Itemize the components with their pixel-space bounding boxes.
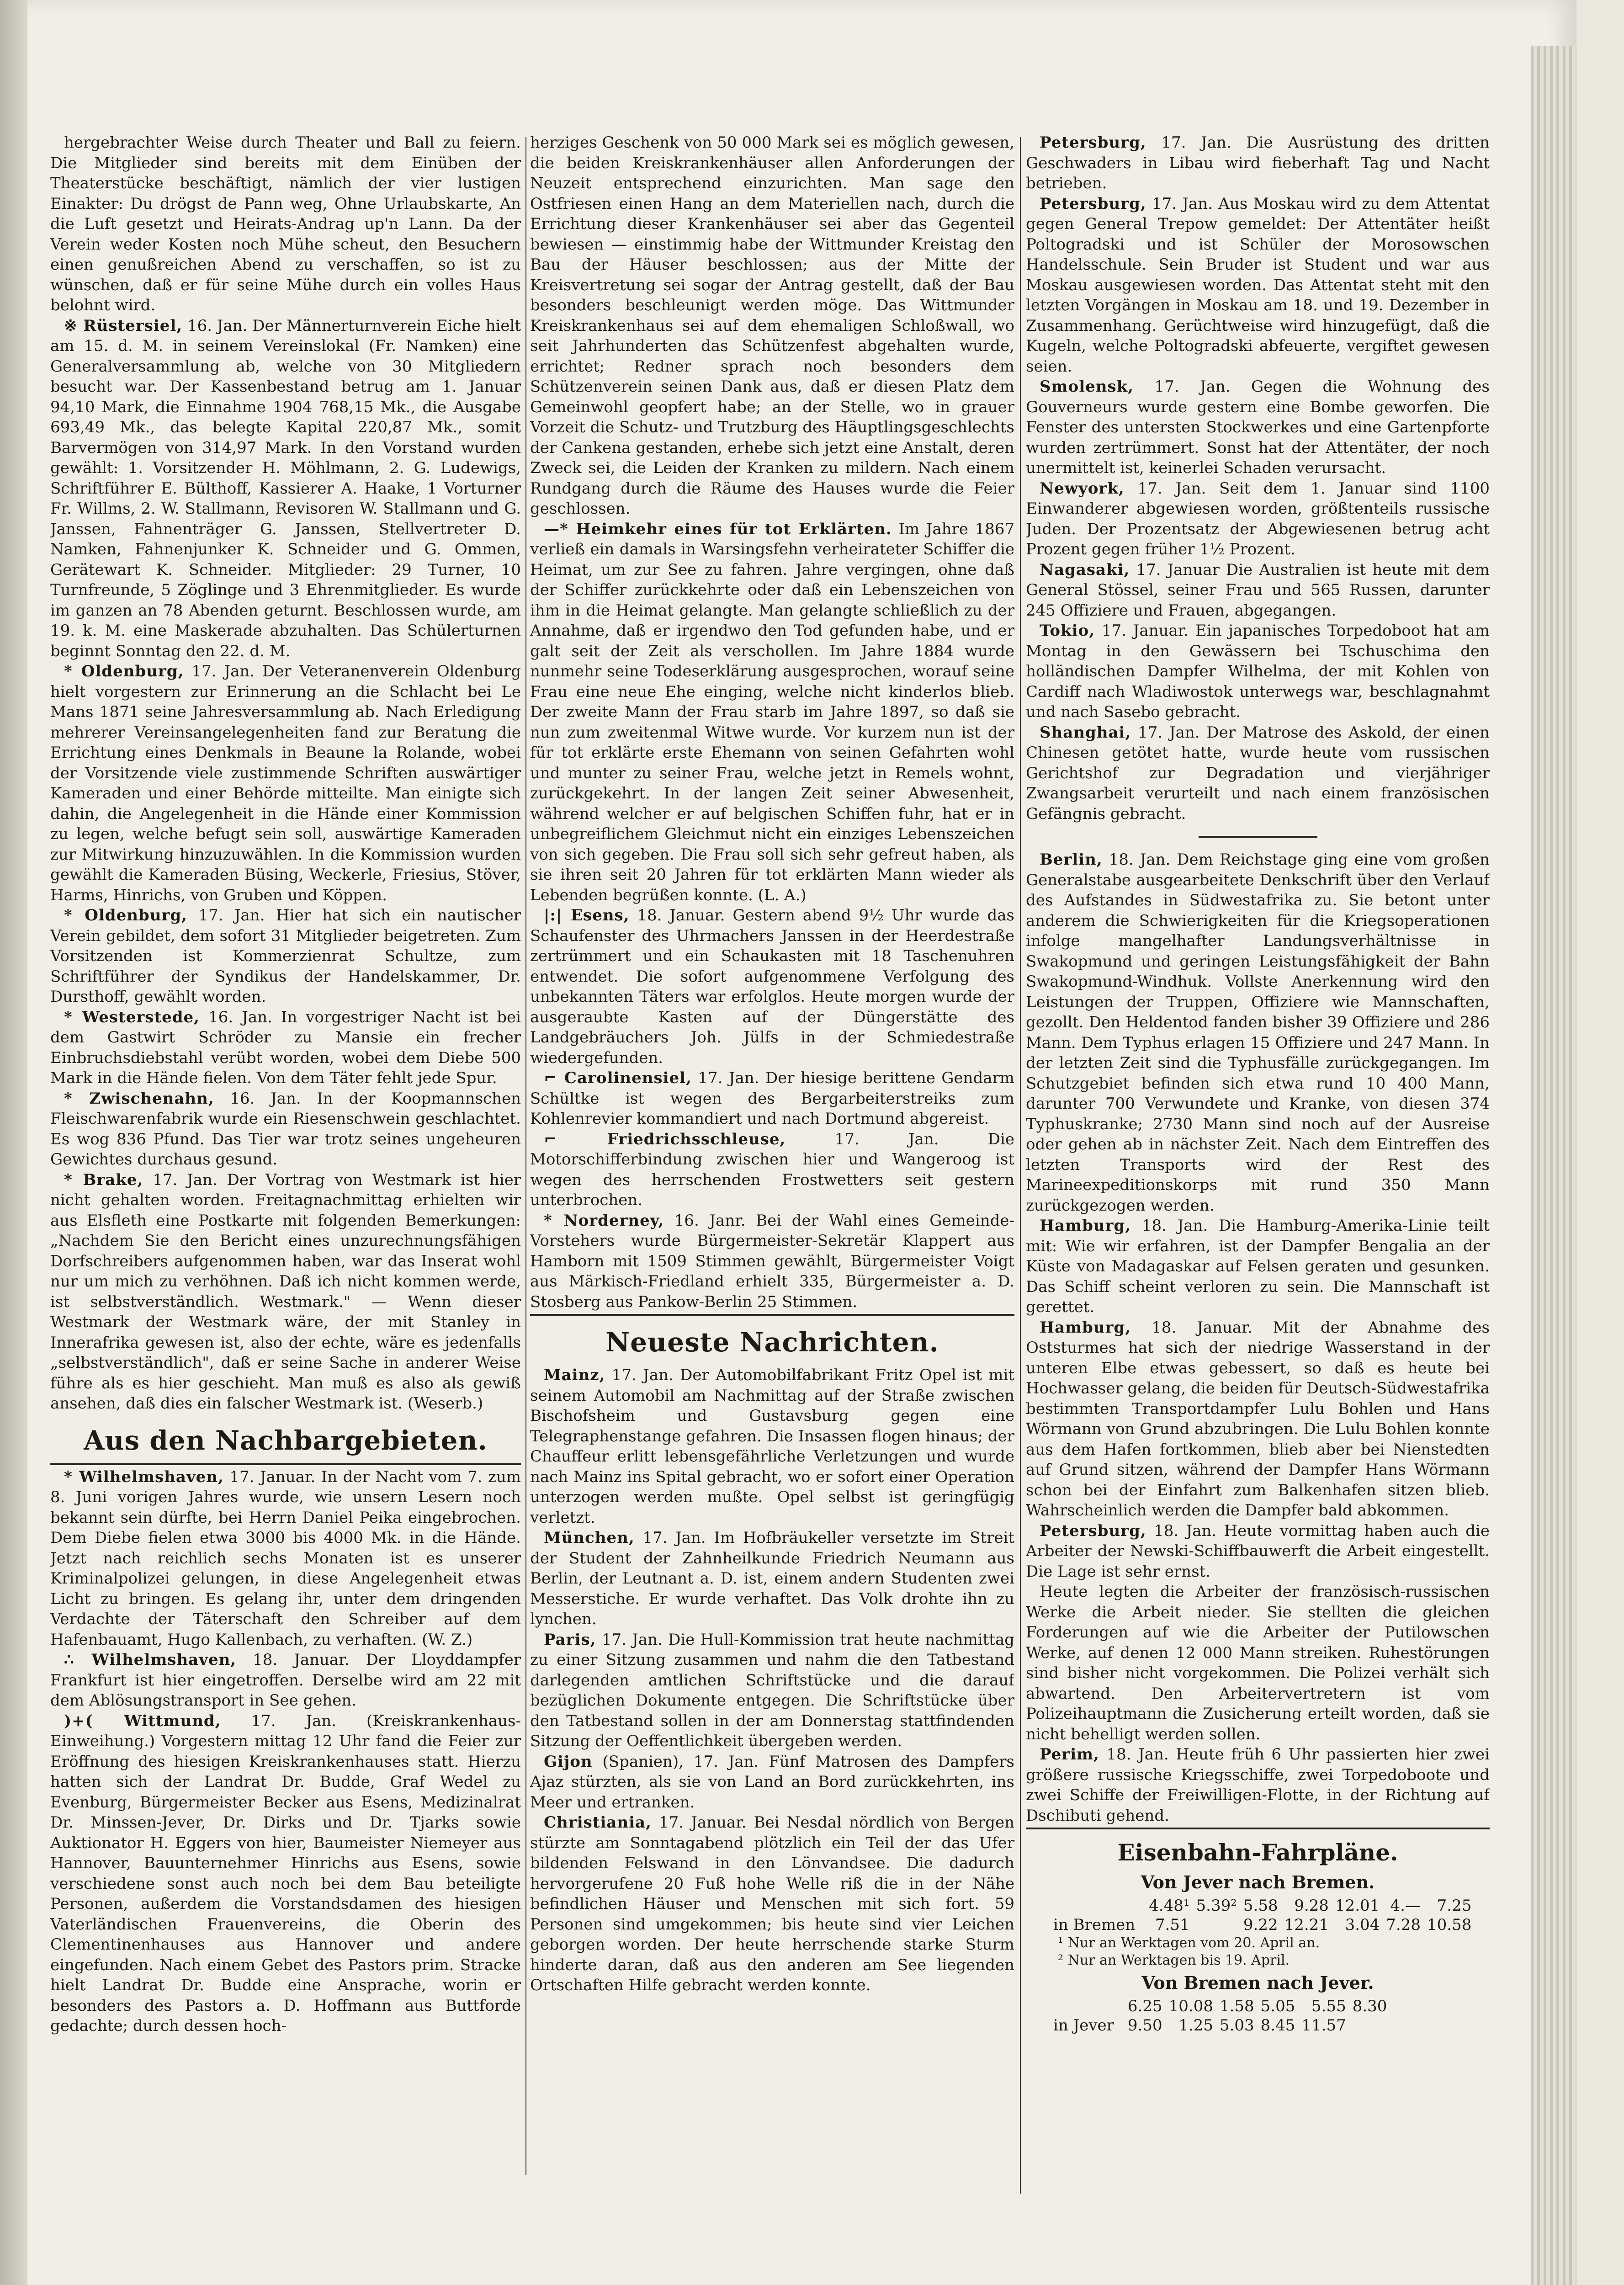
article <box>530 905 1014 1068</box>
timetable-cell: 9.50 <box>1127 2016 1162 2035</box>
article <box>530 1129 1014 1211</box>
timetable-cell: 7.51 <box>1155 1916 1190 1934</box>
article-text: 18. Jan. Die Hamburg-Amerika-Linie teilt mit: Wie wir erfahren, ist der Dampfer Bengalia an der Küste von Madagaskar auf Felsen geraten und gesunken. Das Schiff scheint verloren zu sein. Die Mannschaft ist gerettet. <box>1026 1217 1490 1316</box>
dateline-place: ※ Rüstersiel, <box>64 316 183 335</box>
dateline-place: * Zwischenahn, <box>64 1089 214 1108</box>
article <box>50 1467 521 1650</box>
section-divider <box>530 1314 1014 1316</box>
page-edge <box>1531 46 1576 2285</box>
timetable-cell: in Bremen <box>1053 1916 1136 1934</box>
article <box>1026 1216 1490 1318</box>
timetable-cell: 5.39² <box>1196 1897 1237 1915</box>
article-text: (Spanien), 17. Jan. Fünf Matrosen des Dampfers Ajaz stürzten, als sie von Land an Bord zurückkehrten, ins Meer und ertranken. <box>530 1752 1014 1812</box>
timetable-row <box>1053 2016 1393 2035</box>
timetable-cell: 7.25 <box>1437 1897 1472 1915</box>
column-3 <box>1026 133 1490 2285</box>
timetable-row <box>1053 1896 1478 1915</box>
dateline-place: * Oldenburg, <box>64 662 184 680</box>
article-text: 17. Januar. Bei Nesdal nördlich von Bergen stürzte am Sonntagabend plötzlich ein Teil der das Ufer bildenden Felswand in den Lönvandsee. Die dadurch hervorgerufene 20 Fuß hohe Welle riß die in der Nähe befindlichen Häuser und Menschen mit sich fort. 59 Personen sind umgekommen; bis heute sind vier Leichen geborgen worden. Der heute herrschende starke Sturm hinderte daran, daß aus den anderen am See liegenden Ortschaften Hilfe gebracht werden konnte. <box>530 1813 1014 1994</box>
timetable-cell: 12.01 <box>1335 1897 1380 1915</box>
dateline-place: * Wilhelmshaven, <box>64 1467 224 1486</box>
article <box>1026 1521 1490 1582</box>
timetable-route-title: Von Jever nach Bremen. <box>1141 1872 1375 1892</box>
column-rule-1 <box>525 137 526 2175</box>
dateline-place: * Oldenburg, <box>64 906 187 925</box>
article <box>530 1068 1014 1129</box>
article-text: 18. Jan. Heute früh 6 Uhr passierten hier zwei größere russische Kriegsschiffe, zwei Torpedoboote und zwei Schiffe der Freiwilligen-Flotte, in der Richtung auf Dschibuti gehend. <box>1026 1745 1490 1825</box>
timetable-cell: 4.— <box>1390 1897 1421 1915</box>
timetable-route2 <box>1053 1997 1393 2035</box>
article <box>530 1812 1014 1996</box>
article-text: Heute legten die Arbeiter der französisch-russischen Werke die Arbeit nieder. Sie stellten die gleichen Forderungen auf wie die Arbeiter der Putilowschen Werke, auf denen 12 000 Mann streiken. Ruhestörungen sind bisher nicht vorgekommen. Die Polizei verhält sich abwartend. Den Arbeitervertretern ist vom Polizeihauptmann die Zusicherung erteilt worden, daß sie nicht behelligt werden sollen. <box>1026 1583 1490 1743</box>
timetable-footnote: ² Nur an Werktagen bis 19. April. <box>1058 1952 1290 1968</box>
article-text: 17. Jan. Die Ausrüstung des dritten Geschwaders in Libau wird fieberhaft Tag und Nacht betrieben. <box>1026 133 1490 192</box>
article-text: 17. Jan. Im Hofbräukeller versetzte im Streit der Student der Zahnheilkunde Friedrich Neumann aus Berlin, der Leutnant a. D. ist, einem andern Studenten zwei Messerstiche. Er wurde verhaftet. Das Volk drohte ihn zu lynchen. <box>530 1529 1014 1628</box>
timetable-row <box>1053 1997 1393 2016</box>
article <box>50 1170 521 1414</box>
dateline-place: Mainz, <box>544 1366 605 1384</box>
article-text: 17. Jan. Der Veteranenverein Oldenburg hielt vorgestern zur Erinnerung an die Schlacht bei Le Mans 1871 seine Jahresversammlung ab. Nach Erledigung mehrerer Vereinsangelegenheiten fand zur Beratung die Errichtung eines Denkmals in Beaune la Rolande, wobei der Vorsitzende viele zustimmende Schriften auswärtiger Kameraden und einer Behörde mitteilte. Man einigte sich dahin, die Angelegenheit in die Hände einer Kommission zu legen, welche befugt sein soll, auswärtige Kameraden zur Mitwirkung hinzuzuwählen. In die Kommission wurden gewählt die Kameraden Büsing, Weckerle, Friesius, Stöver, Harms, Hinrichs, von Gruben und Köppen. <box>50 662 521 904</box>
timetable-cell: in Jever <box>1053 2016 1114 2035</box>
dateline-place: ∴ Wilhelmshaven, <box>64 1651 237 1669</box>
article-text: 17. Jan. Hier hat sich ein nautischer Verein gebildet, dem sofort 31 Mitglieder beigetreten. Zum Vorsitzenden ist Kommerzienrat Schultze, zum Schriftführer der Syndikus der Handelskammer, Dr. Dursthoff, gewählt worden. <box>50 906 521 1006</box>
timetable-cell: 5.03 <box>1219 2016 1254 2035</box>
dateline-place: |:| Esens, <box>544 906 630 925</box>
dateline-place: Newyork, <box>1040 479 1125 498</box>
article <box>50 661 521 905</box>
article-text: herziges Geschenk von 50 000 Mark sei es möglich gewesen, die beiden Kreiskrankenhäuser allen Anforderungen der Neuzeit entsprechend einzurichten. Man sage den Ostfriesen einen Hang an dem Materiellen nach, durch die Errichtung dieser Krankenhäuser sei aber das Gegenteil bewiesen — einstimmig habe der Wittmunder Kreistag den Bau der Häuser beschlossen; aus der Mitte der Kreisvertretung sei sogar der Antrag gestellt, daß der Bau besonders beschleunigt werden möge. Das Wittmunder Kreiskrankenhaus sei auf dem ehemaligen Schloßwall, wo seit Jahrhunderten das Schützenfest abgehalten wurde, errichtet; Redner sprach noch besonders dem Schützenverein seinen Dank aus, daß er diesen Platz dem Gemeinwohl geopfert habe; an der Stelle, wo in grauer Vorzeit die Schutz- und Trutzburg des Häuptlingsgeschlechts der Cankena gestanden, erhebe sich jetzt eine Anstalt, deren Zweck sei, die Leiden der Kranken zu mildern. Nach einem Rundgang durch die Räume des Hauses wurde die Feier geschlossen. <box>530 133 1014 518</box>
article <box>1026 723 1490 824</box>
dateline-place: Christiania, <box>544 1813 652 1832</box>
timetable-cell: 8.30 <box>1352 1997 1387 2015</box>
article-text: 17. Januar. In der Nacht vom 7. zum 8. Juni vorigen Jahres wurde, wie unsern Lesern noch bekannt sein dürfte, bei Herrn Daniel Peika eingebrochen. Dem Diebe fielen etwa 3000 bis 4000 Mk. in die Hände. Jetzt nach reichlich sechs Monaten ist es unserer Kriminalpolizei gelungen, in diese Angelegenheit etwas Licht zu bringen. Es gelang ihr, unter dem dringenden Verdachte der Täterschaft den Schreiber auf dem Hafenbauamt, Hugo Kallenbach, zu verhaften. (W. Z.) <box>50 1467 521 1649</box>
dateline-place: Shanghai, <box>1040 723 1131 742</box>
dateline-place: Gijon <box>544 1752 593 1771</box>
newspaper-page <box>27 0 1576 2285</box>
article-text: 17. Jan. Seit dem 1. Januar sind 1100 Einwanderer abgewiesen worden, größtenteils russische Juden. Der Prozentsatz der Abgewiesenen betrug acht Prozent gegen früher 1½ Prozent. <box>1026 479 1490 558</box>
article-text: 16. Jan. In vorgestriger Nacht ist bei dem Gastwirt Schröder zu Mansie ein frecher Einbruchsdiebstahl verübt worden, wobei dem Diebe 500 Mark in die Hände fielen. Von dem Täter fehlt jede Spur. <box>50 1008 521 1087</box>
dateline-place: Smolensk, <box>1040 377 1134 396</box>
article-divider <box>1199 836 1317 838</box>
article <box>1026 560 1490 621</box>
article-text: 16. Janr. Bei der Wahl eines Gemeinde-Vorstehers wurde Bürgermeister-Sekretär Klappert aus Hamborn mit 1509 Stimmen gewählt, Bürgermeister Voigt aus Märkisch-Friedland erhielt 335, Bürgermeister a. D. Stosberg aus Pankow-Berlin 25 Stimmen. <box>530 1211 1014 1311</box>
article-text: 17. Jan. Der Matrose des Askold, der einen Chinesen getötet hatte, wurde heute vom russischen Gerichtshof zur Degradation und vierjähriger Zwangsarbeit verurteilt und nach einem französischen Gefängnis gebracht. <box>1026 723 1490 823</box>
section-title: Aus den Nachbargebieten. <box>84 1424 488 1456</box>
dateline-place: * Norderney, <box>544 1211 664 1230</box>
article <box>530 1630 1014 1752</box>
timetable-title: Eisenbahn-Fahrpläne. <box>1117 1839 1398 1866</box>
article <box>50 316 521 662</box>
timetable-cell: 11.57 <box>1301 2016 1346 2035</box>
dateline-place: München, <box>544 1529 635 1547</box>
dateline-place: Perim, <box>1040 1745 1099 1764</box>
dateline-place: Hamburg, <box>1040 1318 1131 1337</box>
column-1 <box>50 133 521 2285</box>
article-text: 17. Jan. Der Automobilfabrikant Fritz Opel ist mit seinem Automobil am Nachmittag auf der Straße zwischen Bischofsheim und Gustavsburg gegen eine Telegraphenstange gefahren. Die Insassen flogen hinaus; der Chauffeur erlitt lebensgefährliche Verletzungen und wurde nach Mainz ins Spital gebracht, wo er sofort einer Operation unterzogen werden mußte. Opel selbst ist geringfügig verletzt. <box>530 1366 1014 1527</box>
article <box>1026 194 1490 377</box>
timetable-cell: 10.08 <box>1168 1997 1213 2015</box>
article <box>50 1650 521 1711</box>
article-text: 16. Jan. Der Männerturnverein Eiche hielt am 15. d. M. in seinem Vereinslokal (Fr. Namken) eine Generalversammlung ab, welche von 30 Mitgliedern besucht war. Der Kassenbestand betrug am 1. Januar 94,10 Mark, die Einnahme 1904 768,15 Mk., die Ausgabe 693,49 Mk., das belegte Kapital 220,87 Mk., somit Barvermögen von 314,97 Mark. In den Vorstand wurden gewählt: 1. Vorsitzender H. Möhlmann, 2. G. Ludewigs, Schriftführer E. Bülthoff, Kassierer A. Haake, 1 Vorturner Fr. Willms, 2. W. Stallmann, Revisoren W. Stallmann und G. Janssen, Fahnenträger G. Janssen, Stellvertreter D. Namken, Fahnenjunker K. Schneider und G. Ommen, Gerätewart K. Schneider. Mitglieder: 29 Turner, 10 Turnfreunde, 5 Zöglinge und 3 Ehrenmitglieder. Es wurde im ganzen an 78 Abenden geturnt. Beschlossen wurde, am 19. k. M. eine Maskerade abzuhalten. Das Schülerturnen beginnt Sonntag den 22. d. M. <box>50 316 521 660</box>
dateline-place: )+( Wittmund, <box>64 1711 221 1730</box>
timetable-cell: 5.58 <box>1243 1897 1278 1915</box>
timetable-cell: 9.28 <box>1294 1897 1329 1915</box>
column-rule-2 <box>1020 137 1021 2194</box>
article-text: 17. Jan. (Kreiskrankenhaus-Einweihung.) Vorgestern mittag 12 Uhr fand die Feier zur Eröffnung des hiesigen Kreiskrankenhauses statt. Hierzu hatten sich der Landrat Dr. Budde, Graf Wedel zu Evenburg, Bürgermeister Becker aus Esens, Medizinalrat Dr. Minssen-Jever, Dr. Dirks und Dr. Tjarks sowie Auktionator H. Eggers von hier, Baumeister Niemeyer aus Hannover, Bauunternehmer Hinrichs aus Esens, sowie verschiedene sonst auch noch bei dem Bau beteiligte Personen, außerdem die Vorstandsdamen des hiesigen Vaterländischen Frauenvereins, die Oberin des Clementinenhauses aus Hannover und andere eingefunden. Nach einem Gebet des Pastors prim. Stracke hielt Landrat Dr. Budde eine Ansprache, worin er besonders des Pastors a. D. Hoffmann aus Buttforde gedachte; durch dessen hoch- <box>50 1711 521 2035</box>
article-text: Im Jahre 1867 verließ ein damals in Warsingsfehn verheirateter Schiffer die Heimat, um zur See zu fahren. Jahre vergingen, ohne daß der Schiffer zurückkehrte oder daß ein Lebenszeichen von ihm in die Heimat gelangte. Man gelangte schließlich zu der Annahme, daß er irgendwo den Tod gefunden habe, und er galt seit der Zeit als verschollen. Im Jahre 1884 wurde nunmehr seine Todeserklärung ausgesprochen, worauf seine Frau eine neue Ehe einging, welche nicht kinderlos blieb. Der zweite Mann der Frau starb im Jahre 1897, so daß sie nun zum zweitenmal Witwe wurde. Vor kurzem nun ist der für tot erklärte erste Ehemann von seinen Gefahrten wohl und munter zu seiner Frau, welche jetzt in Remels wohnt, zurückgekehrt. In der langen Zeit seiner Abwesenheit, während welcher er auf belgischen Schiffen fuhr, hat er in unbegreiflichem Gleichmut nicht ein einziges Lebenszeichen von sich gegeben. Die Frau soll sich sehr gefreut haben, als sie ihren seit 20 Jahren für tot erklärten Mann wieder als Lebenden begrüßen konnte. (L. A.) <box>530 520 1014 904</box>
article-text: 18. Januar. Gestern abend 9½ Uhr wurde das Schaufenster des Uhrmachers Janssen in der Heerdestraße zertrümmert und ein Schaukasten mit 18 Taschenuhren entwendet. Die sofort aufgenommene Verfolgung des unbekannten Täters war erfolglos. Heute morgen wurde der ausgeraubte Kasten auf der Düngerstätte des Landgebräuchers Joh. Jülfs in der Schmiedestraße wiedergefunden. <box>530 906 1014 1067</box>
article <box>1026 621 1490 723</box>
dateline-place: * Brake, <box>64 1170 143 1189</box>
timetable-cell: 12.21 <box>1284 1916 1329 1934</box>
article-text: 17. Jan. Der Vortrag von Westmark ist hier nicht gehalten worden. Freitagnachmittag erhielten wir aus Elsfleth eine Postkarte mit folgenden Bemerkungen: „Nachdem Sie den Bericht eines unzurechnungsfähigen Dorfschreibers aufgenommen haben, war das Inserat wohl nur um mich zu verhöhnen. Daß ich nicht kommen werde, ist selbstverständlich. Westmark." — Wenn dieser Westmark der Westmark wäre, der mit Stanley in Innerafrika gewesen ist, also der echte, wäre es jedenfalls „selbstverständlich", daß er seine Sache in anderer Weise führe als es hier geschieht. Man muß es also als gewiß ansehen, daß dies ein falscher Westmark ist. (Weserb.) <box>50 1170 521 1413</box>
section-divider <box>50 1463 521 1465</box>
article <box>50 905 521 1007</box>
timetable-row <box>1053 1915 1478 1934</box>
dateline-place: ⌐ Friedrichsschleuse, <box>544 1130 786 1148</box>
timetable-cell: 4.48¹ <box>1149 1897 1190 1915</box>
article <box>530 519 1014 906</box>
timetable-cell: 5.05 <box>1260 1997 1295 2015</box>
article-text: 17. Jan. Aus Moskau wird zu dem Attentat gegen General Trepow gemeldet: Der Attentäter heißt Poltogradski und ist Schüler der Morosowschen Handelsschule. Sein Bruder ist Student und war aus Moskau ausgewiesen worden. Das Attentat steht mit den letzten Vorgängen in Moskau am 18. und 19. Dezember in Zusammenhang. Gerüchtweise wird hinzugefügt, daß die Kugeln, welche Poltogradski abfeuerte, vergiftet gewesen seien. <box>1026 194 1490 376</box>
article <box>530 1211 1014 1313</box>
section-title: Neueste Nachrichten. <box>605 1327 939 1358</box>
article-text: 18. Januar. Der Lloyddampfer Frankfurt ist hier eingetroffen. Derselbe wird am 22 mit dem Ablösungstransport in See gehen. <box>50 1651 521 1710</box>
article <box>1026 850 1490 1216</box>
article <box>50 1089 521 1170</box>
article <box>1026 478 1490 560</box>
dateline-place: Petersburg, <box>1040 194 1146 213</box>
timetable-cell: 1.58 <box>1219 1997 1254 2015</box>
dateline-place: Paris, <box>544 1630 596 1649</box>
article <box>1026 1318 1490 1521</box>
article <box>1026 1744 1490 1826</box>
timetable-cell <box>1196 1915 1243 1934</box>
article <box>530 1365 1014 1528</box>
article-text: 16. Jan. In der Koopmannschen Fleischwarenfabrik wurde ein Riesenschwein geschlachtet. Es wog 836 Pfund. Das Tier war trotz seines ungeheuren Gewichtes durchaus gesund. <box>50 1089 521 1169</box>
article-text: 18. Jan. Heute vormittag haben auch die Arbeiter der Newski-Schiffbauwerft die Arbeit eingestellt. Die Lage ist sehr ernst. <box>1026 1521 1490 1581</box>
article-text: 17. Januar. Ein japanisches Torpedoboot hat am Montag in den Gewässern bei Tschuschima den holländischen Dampfer Wilhelma, der mit Kohlen von Cardiff nach Wladiwostok unterwegs war, beschlagnahmt und nach Sasebo gebracht. <box>1026 622 1490 721</box>
article-text: 18. Januar. Mit der Abnahme des Oststurmes hat sich der niedrige Wasserstand in der unteren Elbe etwas gebessert, so daß es heute bei Hochwasser gelang, die beiden für Deutsch-Südwestafrika bestimmten Transportdampfer Lulu Bohlen und Hans Wörmann von Grund abzubringen. Die Lulu Bohlen konnte aus dem Hafen fortkommen, blieb aber bei Nienstedten auf Grund sitzen, während der Dampfer Hans Wörmann schon bei der Einfahrt zum Balkenhafen sitzen blieb. Wahrscheinlich werden die Dampfer bald abkommen. <box>1026 1318 1490 1520</box>
book-gutter <box>0 0 27 2285</box>
dateline-place: Petersburg, <box>1040 133 1146 152</box>
article <box>1026 377 1490 478</box>
article <box>50 1007 521 1089</box>
article <box>530 1752 1014 1813</box>
dateline-place: ⌐ Carolinensiel, <box>544 1069 692 1087</box>
timetable-cell: 1.25 <box>1178 2016 1213 2035</box>
article <box>50 1711 521 2036</box>
column-2 <box>530 133 1014 2285</box>
article-text: 17. Jan. Die Motorschifferbindung zwischen hier und Wangeroog ist wegen des herrschenden Frostwetters seit gestern unterbrochen. <box>530 1130 1014 1209</box>
timetable-cell: 7.28 <box>1386 1916 1421 1934</box>
article <box>530 1528 1014 1630</box>
article-text: 17. Jan. Der hiesige berittene Gendarm Schültke ist wegen des Bergarbeiterstreiks zum Kohlenrevier kommandiert und nach Dortmund abgereist. <box>530 1069 1014 1128</box>
section-divider <box>1026 1828 1490 1829</box>
dateline-place: * Westerstede, <box>64 1008 200 1026</box>
timetable-route1 <box>1053 1896 1478 1934</box>
timetable-route-title: Von Bremen nach Jever. <box>1141 1972 1374 1993</box>
timetable-cell: 10.58 <box>1427 1916 1472 1934</box>
timetable-cell <box>1053 1896 1149 1915</box>
article-text: 18. Jan. Dem Reichstage ging eine vom großen Generalstabe ausgearbeitete Denkschrift über den Verlauf des Aufstandes in Südwestafrika zu. Sie betont unter anderem die Schwierigkeiten für die Kriegsoperationen infolge mangelhafter Landungsverhältnisse in Swakopmund und geringen Leistungsfähigkeit der Bahn Swakopmund-Windhuk. Vollste Anerkennung wird den Leistungen der Truppen, Offiziere wie Mannschaften, gezollt. Den Heldentod fanden bisher 39 Offiziere und 286 Mann. Dem Typhus erlagen 15 Offiziere und 247 Mann. In der letzten Zeit sind die Typhusfälle zurückgegangen. Im Schutzgebiet befinden sich etwa rund 10 400 Mann, darunter 700 Verwundete und Kranke, von diesen 374 Typhuskranke; 2730 Mann sind noch auf der Ausreise oder gehen ab in nächster Zeit. Nach dem Eintreffen des letzten Transports wird der Rest des Marineexpeditionskorps mit rund 350 Mann zurückgezogen werden. <box>1026 850 1490 1215</box>
article <box>1026 133 1490 194</box>
dateline-place: Petersburg, <box>1040 1521 1146 1540</box>
dateline-place: Berlin, <box>1040 850 1103 869</box>
timetable-cell: 6.25 <box>1127 1997 1162 2015</box>
dateline-place: Nagasaki, <box>1040 560 1130 579</box>
timetable-cell: 5.55 <box>1311 1997 1346 2015</box>
timetable-cell: 8.45 <box>1260 2016 1295 2035</box>
timetable-cell <box>1053 1997 1128 2016</box>
dateline-place: Tokio, <box>1040 622 1095 640</box>
article-text: 17. Januar Die Australien ist heute mit dem General Stössel, seiner Frau und 565 Russen, darunter 245 Offiziere und Frauen, abgegangen. <box>1026 560 1490 620</box>
article-text: hergebrachter Weise durch Theater und Ball zu feiern. Die Mitglieder sind bereits mit dem Einüben der Theaterstücke beschäftigt, nämlich der vier lustigen Einakter: Du drögst de Pann weg, Ohne Urlaubskarte, An die Luft gesetzt und Heirats-Andrag up'n Lann. Da der Verein weder Kosten noch Mühe scheut, den Besuchern einen genußreichen Abend zu verschaffen, so ist zu wünschen, daß er für seine Mühe durch ein volles Haus belohnt wird. <box>50 133 521 314</box>
dateline-place: —* Heimkehr eines für tot Erklärten. <box>544 520 892 538</box>
timetable-cell <box>1353 2016 1394 2035</box>
timetable-footnote: ¹ Nur an Werktagen vom 20. April an. <box>1058 1935 1320 1951</box>
article-text: 17. Jan. Die Hull-Kommission trat heute nachmittag zu einer Sitzung zusammen und nahm die den Tatbestand darlegenden amtlichen Schriftstücke und die darauf bezüglichen Dokumente entgegen. Die Schriftstücke über den Tatbestand sollen in der am Donnerstag stattfindenden Sitzung der Oeffentlichkeit übergeben werden. <box>530 1630 1014 1750</box>
timetable-cell: 3.04 <box>1345 1916 1380 1934</box>
timetable-cell: 9.22 <box>1243 1916 1278 1934</box>
dateline-place: Hamburg, <box>1040 1217 1131 1235</box>
article-text: 17. Jan. Gegen die Wohnung des Gouverneurs wurde gestern eine Bombe geworfen. Die Fenster des untersten Stockwerkes und eine Gartenpforte wurden zertrümmert. Sonst hat der Attentäter, der noch unermittelt ist, keinerlei Schaden verursacht. <box>1026 377 1490 477</box>
